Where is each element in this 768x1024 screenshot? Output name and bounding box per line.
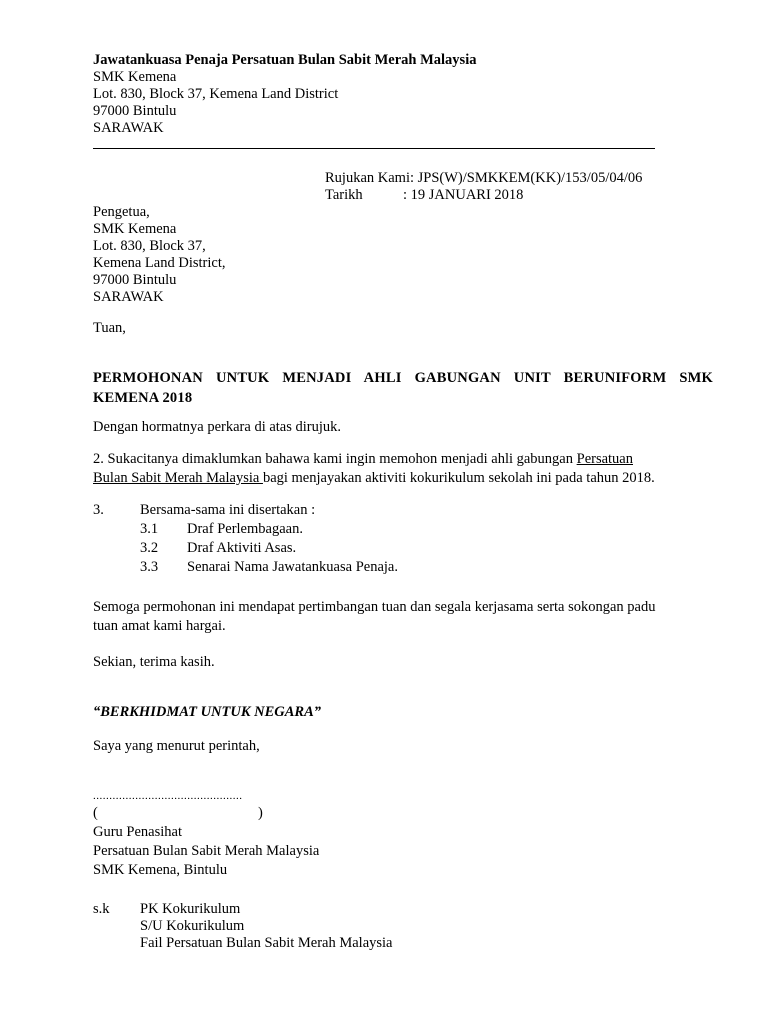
paragraph-2-line-2 bbox=[93, 470, 655, 487]
date-label: Tarikh bbox=[325, 187, 363, 203]
sender-org: Jawatankuasa Penaja Persatuan Bulan Sabit Merah Malaysia bbox=[93, 52, 477, 68]
recipient-line: SARAWAK bbox=[93, 289, 164, 305]
recipient-line: SMK Kemena bbox=[93, 221, 177, 237]
letter-heading: PERMOHONAN UNTUK MENJADI AHLI GABUNGAN UNIT BERUNIFORM SMK KEMENA 2018 bbox=[93, 370, 713, 406]
paragraph-1: Dengan hormatnya perkara di atas dirujuk. bbox=[93, 419, 342, 435]
reference-line bbox=[325, 170, 642, 187]
recipient-line: Kemena Land District, bbox=[93, 255, 226, 271]
date-value: : 19 JANUARI 2018 bbox=[403, 187, 524, 203]
ref-label: Rujukan Kami: bbox=[325, 170, 415, 186]
cc-line: PK Kokurikulum bbox=[140, 901, 241, 917]
paragraph-3-number: 3. bbox=[93, 502, 104, 518]
list-item-number: 3.1 bbox=[140, 521, 159, 537]
order-line: Saya yang menurut perintah, bbox=[93, 738, 260, 754]
paragraph-4-line-1: Semoga permohonan ini mendapat pertimbangan tuan dan segala kerjasama serta sokongan padu bbox=[93, 599, 656, 615]
list-item-number: 3.3 bbox=[140, 559, 159, 575]
header-divider bbox=[93, 148, 655, 149]
motto: “BERKHIDMAT UNTUK NEGARA” bbox=[93, 704, 322, 720]
signature-line: SMK Kemena, Bintulu bbox=[93, 862, 228, 878]
sender-line: Lot. 830, Block 37, Kemena Land District bbox=[93, 86, 339, 102]
sender-line: SARAWAK bbox=[93, 120, 164, 136]
signature-line: Guru Penasihat bbox=[93, 824, 182, 840]
list-item: Draf Perlembagaan. bbox=[187, 521, 303, 537]
cc-label: s.k bbox=[93, 901, 110, 917]
ref-value: JPS(W)/SMKKEM(KK)/153/05/04/06 bbox=[417, 170, 643, 186]
list-item-number: 3.2 bbox=[140, 540, 159, 556]
paragraph-2-underlined: Bulan Sabit Merah Malaysia bbox=[93, 470, 263, 486]
paragraph-3-text: Bersama-sama ini disertakan : bbox=[140, 502, 316, 518]
recipient-line: 97000 Bintulu bbox=[93, 272, 177, 288]
cc-line: Fail Persatuan Bulan Sabit Merah Malaysia bbox=[140, 935, 393, 951]
closing: Sekian, terima kasih. bbox=[93, 654, 215, 670]
recipient-line: Lot. 830, Block 37, bbox=[93, 238, 206, 254]
salutation: Tuan, bbox=[93, 320, 126, 336]
recipient-line: Pengetua, bbox=[93, 204, 150, 220]
sender-line: 97000 Bintulu bbox=[93, 103, 177, 119]
paragraph-4-line-2: tuan amat kami hargai. bbox=[93, 618, 226, 634]
list-item: Senarai Nama Jawatankuasa Penaja. bbox=[187, 559, 398, 575]
list-item: Draf Aktiviti Asas. bbox=[187, 540, 297, 556]
signature-dots: .............................................. bbox=[93, 790, 243, 802]
signature-line: Persatuan Bulan Sabit Merah Malaysia bbox=[93, 843, 320, 859]
paragraph-2-suffix: bagi menjayakan aktiviti kokurikulum sekolah ini pada tahun 2018. bbox=[262, 470, 655, 486]
paragraph-2-line-1 bbox=[93, 451, 633, 468]
paragraph-2-underlined: Persatuan bbox=[576, 451, 633, 467]
sender-line: SMK Kemena bbox=[93, 69, 177, 85]
signature-paren-open: ( bbox=[93, 805, 98, 821]
cc-line: S/U Kokurikulum bbox=[140, 918, 245, 934]
signature-paren-close: ) bbox=[258, 805, 263, 821]
paragraph-2-prefix: 2. Sukacitanya dimaklumkan bahawa kami ingin memohon menjadi ahli gabungan bbox=[93, 451, 577, 467]
